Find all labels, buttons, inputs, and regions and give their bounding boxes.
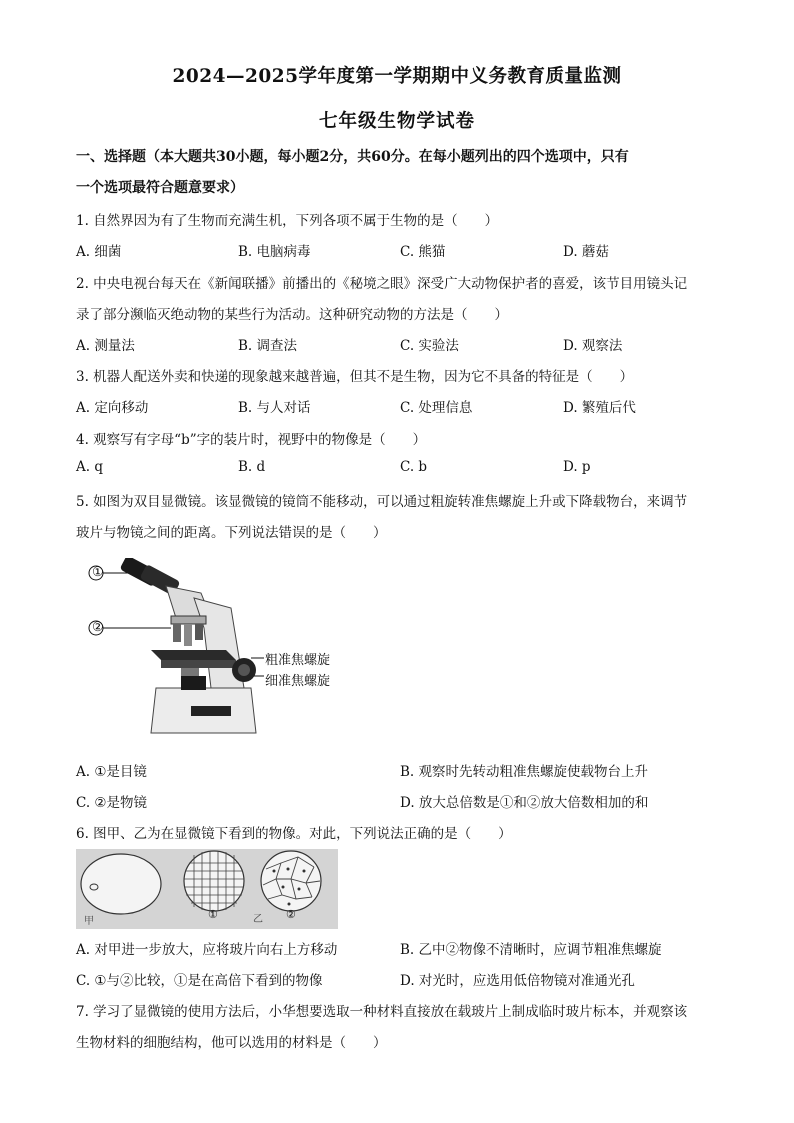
question-4-stem: 4. 观察写有字母“b”字的装片时，视野中的物像是（ ） [76, 432, 427, 448]
question-1-option-b: B. 电脑病毒 [238, 244, 311, 260]
figure-marker-2: ② [92, 620, 104, 635]
question-5-option-b: B. 观察时先转动粗准焦螺旋使载物台上升 [400, 764, 649, 780]
exam-title: 2024—2025学年度第一学期期中义务教育质量监测 [172, 66, 622, 87]
question-4-option-c: C. b [400, 459, 428, 475]
question-6-option-a: A. 对甲进一步放大，应将玻片向右上方移动 [76, 942, 338, 958]
fine-focus-label: 细准焦螺旋 [265, 674, 331, 689]
question-3-option-a: A. 定向移动 [76, 400, 149, 416]
figure-label-jia: 甲 [84, 916, 94, 927]
question-3-option-b: B. 与人对话 [238, 400, 311, 416]
figure-label-1: ① [208, 908, 218, 921]
question-1-option-a: A. 细菌 [76, 244, 122, 260]
question-5-stem-cont: 玻片与物镜之间的距离。下列说法错误的是（ ） [76, 525, 387, 541]
question-5-option-c: C. ②是物镜 [76, 795, 148, 811]
question-3-option-d: D. 繁殖后代 [563, 400, 636, 416]
question-6-stem: 6. 图甲、乙为在显微镜下看到的物像。对此，下列说法正确的是（ ） [76, 826, 512, 842]
question-2-option-b: B. 调查法 [238, 338, 298, 354]
cell-view-figure [76, 849, 338, 929]
question-6-option-c: C. ①与②比较，①是在高倍下看到的物像 [76, 973, 323, 989]
question-3-option-c: C. 处理信息 [400, 400, 473, 416]
figure-marker-1: ① [92, 565, 104, 580]
question-5-option-a: A. ①是目镜 [76, 764, 147, 780]
question-7-stem: 7. 学习了显微镜的使用方法后，小华想要选取一种材料直接放在载玻片上制成临时玻片标本，并观察该 [76, 1004, 688, 1020]
figure-label-2: ② [286, 908, 296, 921]
section-heading-cont: 一个选项最符合题意要求） [76, 180, 244, 196]
question-6-option-b: B. 乙中②物像不清晰时，应调节粗准焦螺旋 [400, 942, 662, 958]
question-5-stem: 5. 如图为双目显微镜。该显微镜的镜筒不能移动，可以通过粗旋转准焦螺旋上升或下降载物台，来调节 [76, 494, 688, 510]
question-5-option-d: D. 放大总倍数是①和②放大倍数相加的和 [400, 795, 649, 811]
question-4-option-d: D. p [563, 459, 591, 475]
figure-label-yi: 乙 [253, 914, 263, 925]
question-2-stem: 2. 中央电视台每天在《新闻联播》前播出的《秘境之眼》深受广大动物保护者的喜爱，该节目用镜头记 [76, 276, 688, 292]
section-heading: 一、选择题（本大题共30小题，每小题2分，共60分。在每小题列出的四个选项中，只有 [76, 149, 629, 165]
coarse-focus-label: 粗准焦螺旋 [265, 653, 331, 668]
question-4-option-a: A. q [76, 459, 103, 475]
question-2-option-a: A. 测量法 [76, 338, 135, 354]
question-2-option-c: C. 实验法 [400, 338, 459, 354]
question-1-option-c: C. 熊猫 [400, 244, 446, 260]
question-2-stem-cont: 录了部分濒临灭绝动物的某些行为活动。这种研究动物的方法是（ ） [76, 307, 508, 323]
question-4-option-b: B. d [238, 459, 266, 475]
exam-subtitle: 七年级生物学试卷 [318, 111, 475, 132]
question-6-option-d: D. 对光时，应选用低倍物镜对准通光孔 [400, 973, 635, 989]
question-3-stem: 3. 机器人配送外卖和快递的现象越来越普遍，但其不是生物，因为它不具备的特征是（ ） [76, 369, 634, 385]
question-2-option-d: D. 观察法 [563, 338, 623, 354]
question-1-option-d: D. 蘑菇 [563, 244, 609, 260]
question-7-stem-cont: 生物材料的细胞结构，他可以选用的材料是（ ） [76, 1035, 387, 1051]
question-1-stem: 1. 自然界因为有了生物而充满生机，下列各项不属于生物的是（ ） [76, 213, 499, 229]
